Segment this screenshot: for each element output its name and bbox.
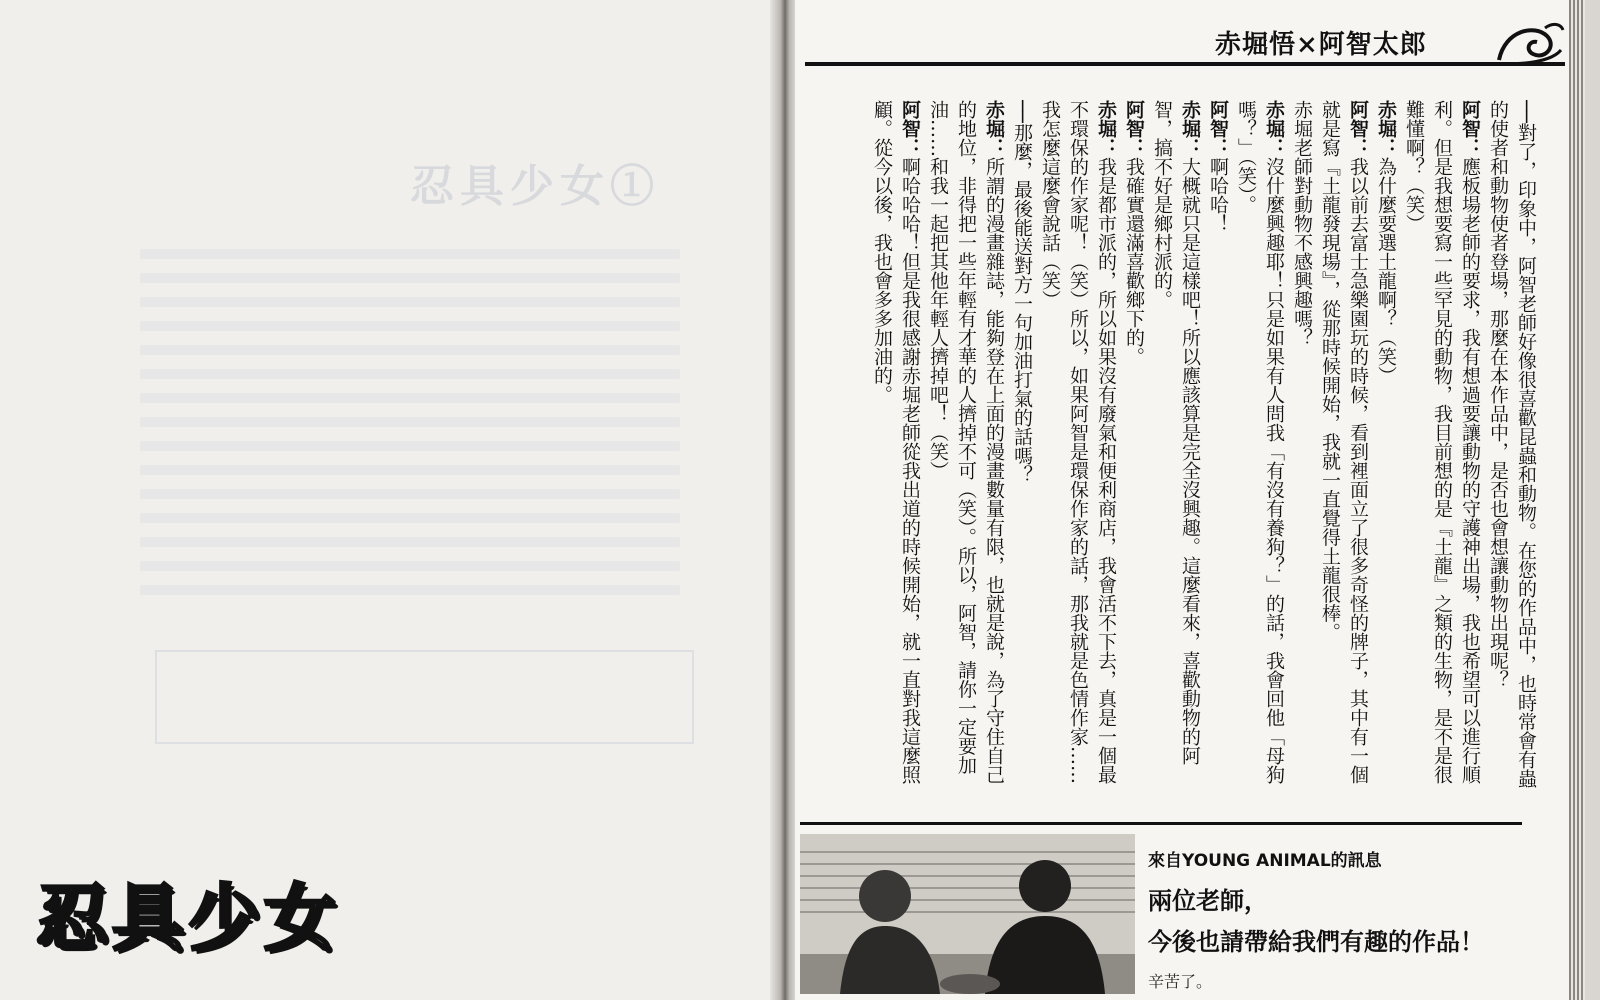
section-rule <box>800 822 1522 825</box>
message-line-3: 辛苦了。 <box>1148 972 1213 991</box>
speaker-label: 阿智： <box>1459 100 1481 157</box>
series-logo: 忍具少女 <box>36 876 341 960</box>
paragraph-text: 啊哈哈哈！但是我很感謝赤堀老師從我出道的時候開始，就一直對我這麼照顧。從今以後，我也會多多加油的。 <box>871 100 921 784</box>
interview-paragraph <box>1316 100 1372 790</box>
paragraph-text: 沒什麼興趣耶！只是如果有人問我「有沒有養狗？」的話，我會回他「母狗嗎？」（笑）。 <box>1235 100 1285 784</box>
page-header-title: 赤堀悟×阿智太郎 <box>1215 30 1427 60</box>
paragraph-text: 我以前去富士急樂園玩的時候，看到裡面立了很多奇怪的牌子，其中有一個就是寫『土龍發現場』，從那時候開始，我就一直覺得土龍很棒。 <box>1319 100 1369 784</box>
speaker-label: 阿智： <box>1347 100 1369 157</box>
paragraph-text: ──對了，印象中，阿智老師好像很喜歡昆蟲和動物。在您的作品中，也時常會有蟲的使者和動物使者登場，那麼在本作品中，是否也會想讓動物出現呢？ <box>1487 100 1537 788</box>
speaker-label: 赤堀： <box>1179 100 1201 157</box>
message-line-1: 兩位老師， <box>1148 887 1268 915</box>
paragraph-text: 啊哈哈！ <box>1207 157 1229 233</box>
interview-paragraph <box>1204 100 1232 790</box>
interview-paragraph <box>1400 100 1484 790</box>
paragraph-text: 我是都市派的，所以如果沒有廢氣和便利商店，我會活不下去，真是一個最不環保的作家呢！（笑）所以，如果阿智是環保作家的話，那我就是色情作家……我怎麼這麼會說話（笑） <box>1039 100 1117 784</box>
bleed-through-box <box>155 650 694 744</box>
paragraph-text: 為什麼要選土龍啊？（笑） <box>1375 157 1397 385</box>
interview-paragraph <box>924 100 1008 790</box>
bleed-through-text <box>140 235 680 609</box>
message-line-2: 今後也請帶給我們有趣的作品！ <box>1148 928 1484 956</box>
interview-paragraph <box>1372 100 1400 790</box>
authors-photo <box>800 834 1135 994</box>
interview-paragraph <box>1148 100 1204 790</box>
paragraph-text: 赤堀老師對動物不感興趣嗎？ <box>1291 100 1313 347</box>
page-edge <box>1569 0 1585 1000</box>
bleed-through-title: 忍具少女① <box>410 161 660 212</box>
interview-paragraph <box>1484 100 1540 790</box>
speaker-label: 赤堀： <box>983 100 1005 157</box>
interview-paragraph <box>1120 100 1148 790</box>
paragraph-text: 我確實還滿喜歡鄉下的。 <box>1123 157 1145 366</box>
speaker-label: 阿智： <box>1207 100 1229 157</box>
speaker-label: 赤堀： <box>1375 100 1397 157</box>
speaker-label: 阿智： <box>899 100 921 157</box>
paragraph-text: 所謂的漫畫雜誌，能夠登在上面的漫畫數量有限，也就是說，為了守住自己的地位，非得把一些年輕有才華的人擠掉不可（笑）。所以，阿智，請你一定要加油……和我一起把其他年輕人擠掉吧！（笑） <box>927 100 1005 784</box>
speaker-label: 赤堀： <box>1263 100 1285 157</box>
paragraph-text: ──那麼，最後能送對方一句加油打氣的話嗎？ <box>1011 100 1033 484</box>
interview-paragraph <box>1288 100 1316 790</box>
header-rule <box>805 62 1565 66</box>
paragraph-text: 應板場老師的要求，我有想過要讓動物的守護神出場，我也希望可以進行順利。但是我想要寫一些罕見的動物，我目前想的是『土龍』之類的生物，是不是很難懂啊？（笑） <box>1403 100 1481 784</box>
interview-paragraph <box>1036 100 1120 790</box>
message-heading: 來自YOUNG ANIMAL的訊息 <box>1148 851 1382 871</box>
speaker-label: 阿智： <box>1123 100 1145 157</box>
message-box <box>1148 846 1548 992</box>
interview-text <box>805 100 1540 790</box>
interview-paragraph <box>1232 100 1288 790</box>
speaker-label: 赤堀： <box>1095 100 1117 157</box>
left-page <box>0 0 775 1000</box>
interview-paragraph <box>1008 100 1036 790</box>
interview-paragraph <box>868 100 924 790</box>
wave-ornament-icon <box>1495 20 1565 68</box>
paragraph-text: 大概就只是這樣吧！所以應該算是完全沒興趣。這麼看來，喜歡動物的阿智，搞不好是鄉村派的。 <box>1151 100 1201 765</box>
